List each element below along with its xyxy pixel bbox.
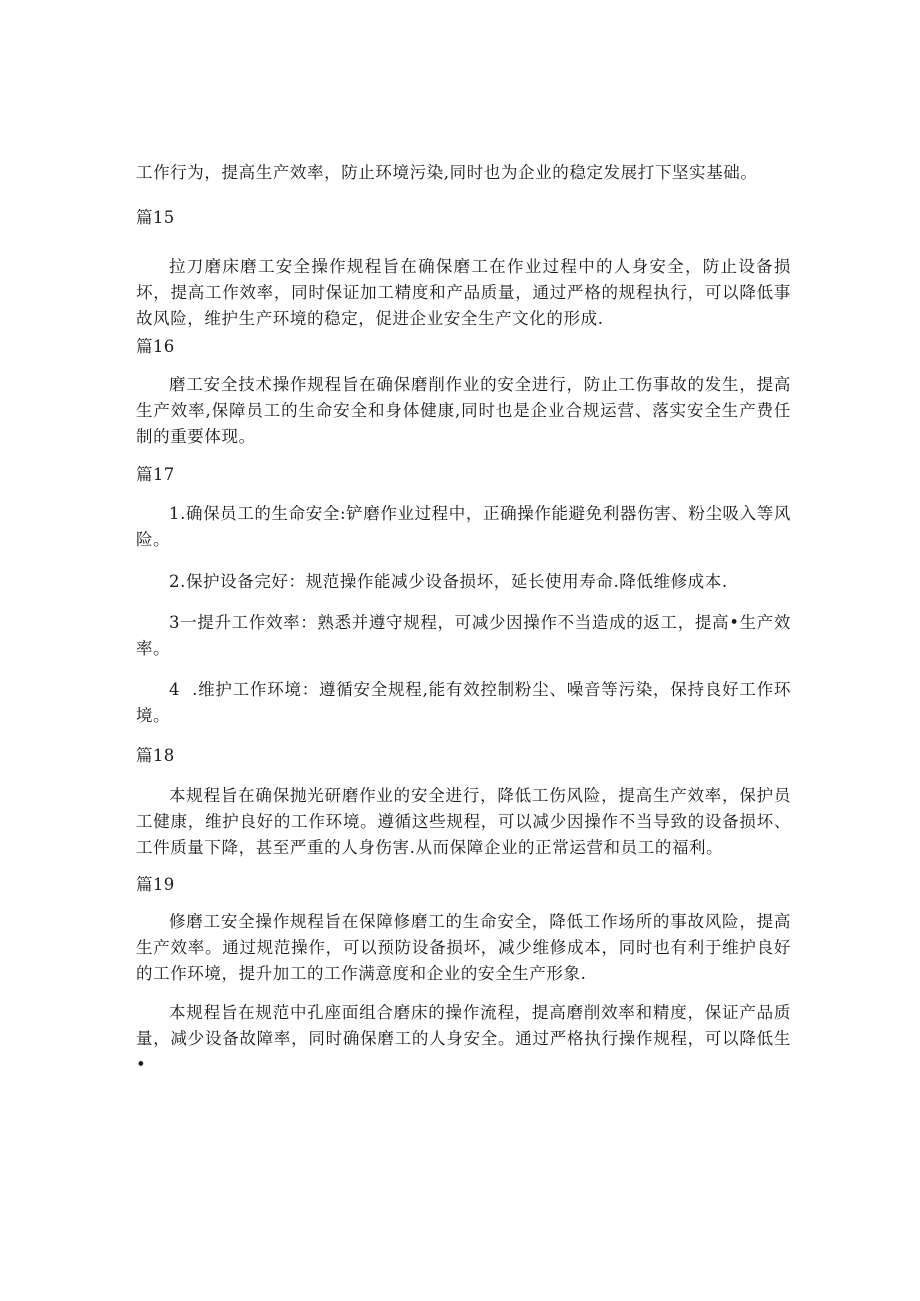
section-heading-17: 篇17 xyxy=(136,465,175,484)
section-16-paragraph: 磨工安全技术操作规程旨在确保磨削作业的安全进行，防止工伤事故的发生，提高生产效率,保障员工的生命安全和身体健康,同时也是企业合规运营、落实安全生产费任制的重要体现。 xyxy=(136,375,791,446)
section-19-paragraph-2: 本规程旨在规范中孔座面组合磨床的操作流程，提高磨削效率和精度，保证产品质量，减少设备故障率，同时确保磨工的人身安全。通过严格执行操作规程，可以降低生• xyxy=(136,1003,791,1074)
section-17-item-2: 2.保护设备完好：规范操作能减少设备损坏，延长使用寿命.降低维修成本. xyxy=(169,572,728,591)
section-heading-18: 篇18 xyxy=(136,746,175,765)
section-19-paragraph-1: 修磨工安全操作规程旨在保障修磨工的生命安全，降低工作场所的事故风险，提高生产效率。通过规范操作，可以预防设备损坏，减少维修成本，同时也有利于维护良好的工作环境，提升加工的工作满意度和企业的安全生产形象. xyxy=(136,912,791,983)
section-15-paragraph: 拉刀磨床磨工安全操作规程旨在确保磨工在作业过程中的人身安全，防止设备损坏，提高工作效率，同时保证加工精度和产品质量，通过严格的规程执行，可以降低事故风险，维护生产环境的稳定，促进企业安全生产文化的形成. xyxy=(136,257,791,328)
section-17-item-1: 1.确保员工的生命安全:铲磨作业过程中，正确操作能避免利器伤害、粉尘吸入等风险。 xyxy=(136,504,791,549)
section-18-paragraph: 本规程旨在确保抛光研磨作业的安全进行，降低工伤风险，提高生产效率，保护员工健康，维护良好的工作环境。遵循这些规程，可以减少因操作不当导致的设备损坏、工件质量下降，甚至严重的人身伤害.从而保障企业的正常运营和员工的福利。 xyxy=(136,786,791,857)
intro-paragraph: 工作行为，提高生产效率，防止环境污染,同时也为企业的稳定发展打下坚实基础。 xyxy=(136,163,758,182)
section-heading-19: 篇19 xyxy=(136,875,175,894)
section-17-item-3: 3一提升工作效率：熟悉并遵守规程，可减少因操作不当造成的返工，提高•生产效率。 xyxy=(136,613,791,658)
section-17-item-4: 4 .维护工作环境：遵循安全规程,能有效控制粉尘、噪音等污染，保持良好工作环境。 xyxy=(136,680,791,725)
section-heading-16: 篇16 xyxy=(136,337,175,356)
section-heading-15: 篇15 xyxy=(136,208,175,227)
